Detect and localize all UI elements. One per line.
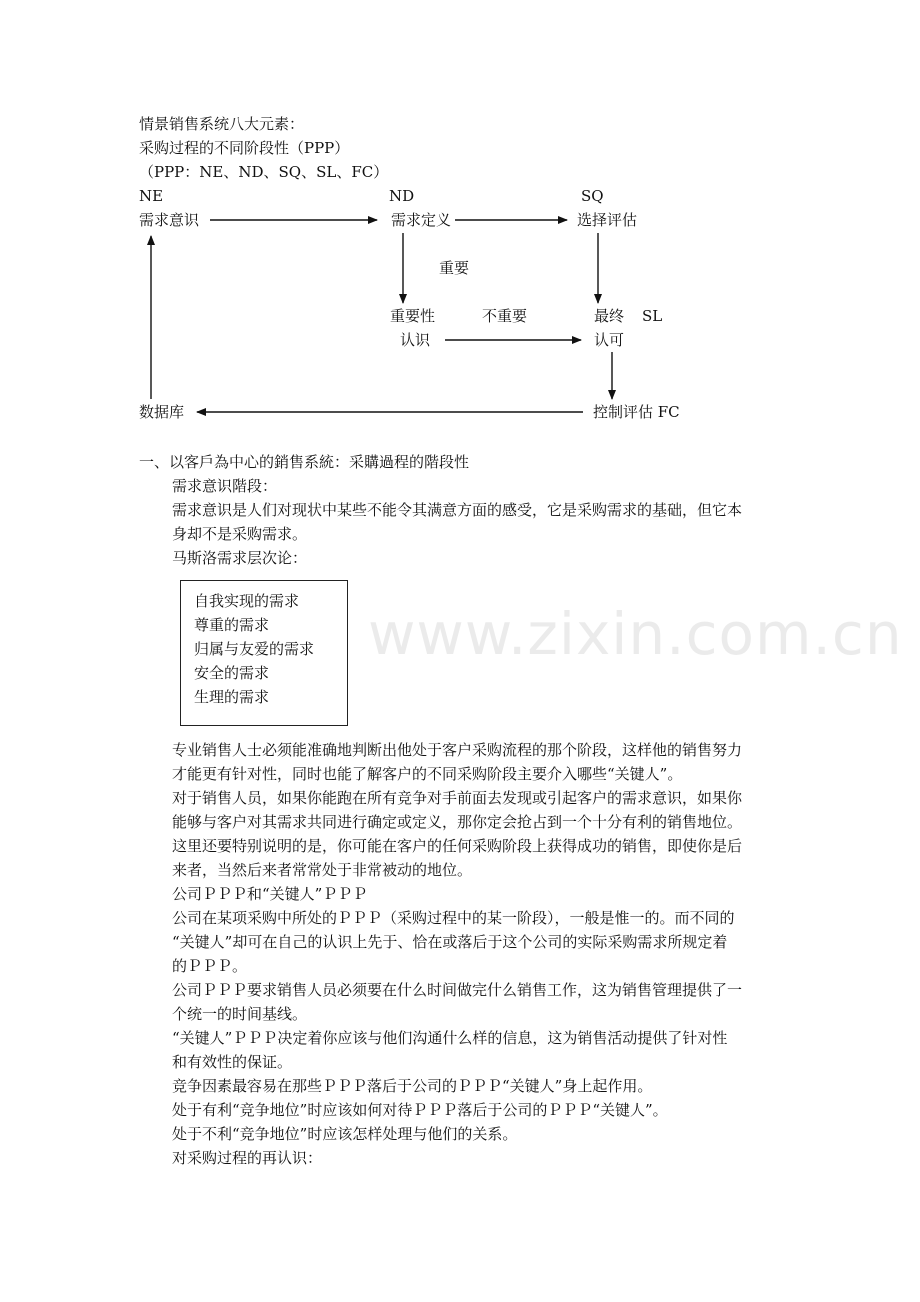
paragraph-line: 的ＰＰＰ。 (172, 957, 248, 975)
maslow-item: 尊重的需求 (194, 616, 270, 634)
important-label: 重要 (439, 259, 470, 277)
paragraph-line: 处于不利“竞争地位”时应该怎样处理与他们的关系。 (172, 1125, 518, 1143)
paragraph-line: 需求意识是人们对现状中某些不能令其满意方面的感受，它是采购需求的基础，但它本 (172, 501, 743, 519)
doc-title: 情景销售系统八大元素： (139, 115, 305, 133)
paragraph-line: 处于有利“竞争地位”时应该如何对待ＰＰＰ落后于公司的ＰＰＰ“关键人”。 (172, 1101, 668, 1119)
importance-node-line2: 认识 (400, 331, 431, 349)
paragraph-line: 和有效性的保证。 (172, 1053, 293, 1071)
maslow-item: 安全的需求 (194, 664, 270, 682)
paragraph-line: 专业销售人士必须能准确地判断出他处于客户采购流程的那个阶段，这样他的销售努力 (172, 741, 743, 759)
importance-node-line1: 重要性 (390, 307, 436, 325)
sl-code: SL (642, 307, 663, 325)
paragraph-line: 对于销售人员，如果你能跑在所有竞争对手前面去发现或引起客户的需求意识，如果你 (172, 789, 743, 807)
final-node-line1: 最终 (594, 307, 625, 325)
doc-abbrev: （PPP：NE、ND、SQ、SL、FC） (139, 163, 389, 181)
paragraph-line: 公司ＰＰＰ要求销售人员必须要在什么时间做完什么销售工作，这为销售管理提供了一 (172, 981, 743, 999)
paragraph-line: “关键人”却可在自己的认识上先于、恰在或落后于这个公司的实际采购需求所规定着 (172, 933, 728, 951)
paragraph-line: 公司在某项采购中所处的ＰＰＰ（采购过程中的某一阶段），一般是惟一的。而不同的 (172, 909, 735, 927)
control-eval-node: 控制评估 FC (593, 403, 680, 421)
maslow-item: 生理的需求 (194, 688, 270, 706)
paragraph-line: “关键人”ＰＰＰ决定着你应该与他们沟通什么样的信息，这为销售活动提供了针对性 (172, 1029, 728, 1047)
not-important-label: 不重要 (482, 307, 528, 325)
paragraph-line: 这里还要特别说明的是，你可能在客户的任何采购阶段上获得成功的销售，即使你是后 (172, 837, 743, 855)
paragraph-line: 能够与客户对其需求共同进行确定或定义，那你定会抢占到一个十分有利的销售地位。 (172, 813, 743, 831)
paragraph-line: 对采购过程的再认识： (172, 1149, 323, 1167)
paragraph-line: 来者，当然后来者常常处于非常被动的地位。 (172, 861, 473, 879)
doc-subtitle: 采购过程的不同阶段性（PPP） (139, 139, 350, 157)
sq-code: SQ (581, 187, 604, 205)
ne-code: NE (139, 187, 164, 205)
paragraph-line: 个统一的时间基线。 (172, 1005, 308, 1023)
final-node-line2: 认可 (594, 331, 625, 349)
maslow-hierarchy-box (180, 580, 348, 726)
need-awareness-node: 需求意识 (139, 211, 200, 229)
database-node: 数据库 (139, 403, 185, 421)
nd-code: ND (389, 187, 415, 205)
paragraph-line: 公司ＰＰＰ和“关键人”ＰＰＰ (172, 885, 368, 903)
selection-eval-node: 选择评估 (577, 211, 638, 229)
maslow-item: 归属与友爱的需求 (194, 640, 315, 658)
maslow-heading: 马斯洛需求层次论： (172, 549, 308, 567)
section-title: 一、以客戶為中心的銷售系統：采購過程的階段性 (139, 453, 470, 471)
need-stage-heading: 需求意识階段： (172, 477, 278, 495)
paragraph-line: 身却不是采购需求。 (172, 525, 308, 543)
purchase-process-diagram (0, 0, 920, 440)
maslow-item: 自我实现的需求 (194, 592, 300, 610)
paragraph-line: 才能更有针对性，同时也能了解客户的不同采购阶段主要介入哪些“关键人”。 (172, 765, 683, 783)
watermark: www.zixin.com.cn (368, 600, 903, 668)
paragraph-line: 竞争因素最容易在那些ＰＰＰ落后于公司的ＰＰＰ“关键人”身上起作用。 (172, 1077, 653, 1095)
need-definition-node: 需求定义 (391, 211, 452, 229)
